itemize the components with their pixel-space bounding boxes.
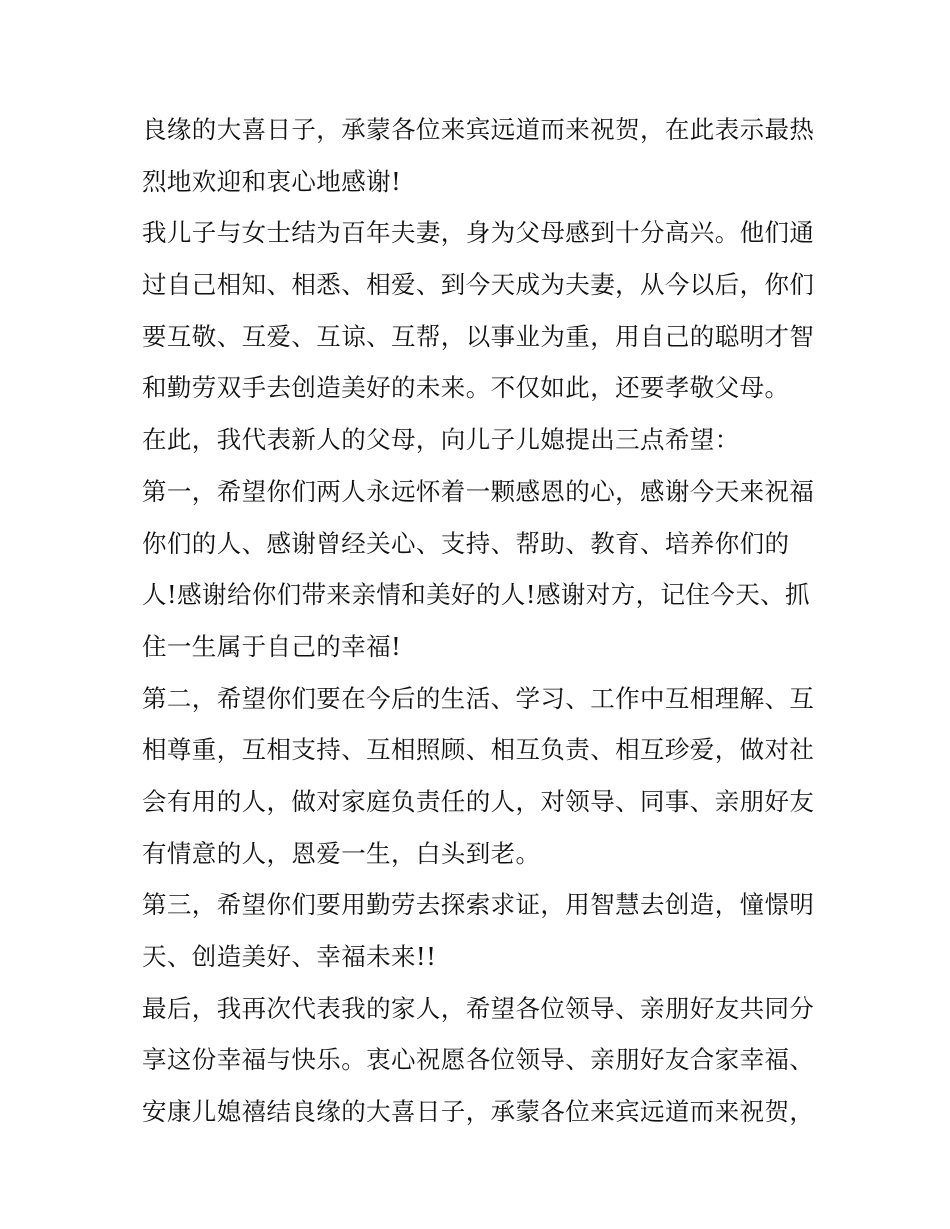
text-line: 相尊重，互相支持、互相照顾、相互负责、相互珍爱，做对社	[142, 735, 815, 765]
text-line: 人!感谢给你们带来亲情和美好的人!感谢对方，记住今天、抓	[142, 580, 810, 610]
text-line: 第三，希望你们要用勤劳去探索求证，用智慧去创造，憧憬明	[142, 890, 815, 920]
text-line: 我儿子与女士结为百年夫妻，身为父母感到十分高兴。他们通	[142, 218, 815, 248]
text-line: 天、创造美好、幸福未来!!	[142, 942, 437, 971]
text-line: 会有用的人，做对家庭负责任的人，对领导、同事、亲朋好友	[142, 786, 815, 816]
text-line: 过自己相知、相悉、相爱、到今天成为夫妻，从今以后，你们	[142, 270, 815, 300]
text-line: 良缘的大喜日子，承蒙各位来宾远道而来祝贺，在此表示最热	[142, 115, 815, 144]
text-line: 烈地欢迎和衷心地感谢!	[142, 166, 402, 196]
text-line: 享这份幸福与快乐。衷心祝愿各位领导、亲朋好友合家幸福、	[142, 1045, 815, 1075]
text-line: 你们的人、感谢曾经关心、支持、帮助、教育、培养你们的	[142, 528, 790, 558]
text-line: 第一，希望你们两人永远怀着一颗感恩的心，感谢今天来祝福	[142, 476, 815, 506]
text-line: 第二，希望你们要在今后的生活、学习、工作中互相理解、互	[142, 683, 815, 713]
text-line: 要互敬、互爱、互谅、互帮，以事业为重，用自己的聪明才智	[142, 321, 815, 351]
text-line: 有情意的人，恩爱一生，白头到老。	[142, 838, 541, 868]
text-line: 最后，我再次代表我的家人，希望各位领导、亲朋好友共同分	[142, 993, 815, 1023]
document-body	[142, 104, 822, 1138]
text-line: 在此，我代表新人的父母，向儿子儿媳提出三点希望：	[142, 425, 740, 455]
text-line: 安康儿媳禧结良缘的大喜日子，承蒙各位来宾远道而来祝贺，	[142, 1097, 815, 1127]
text-line: 住一生属于自己的幸福!	[142, 631, 402, 661]
text-line: 和勤劳双手去创造美好的未来。不仅如此，还要孝敬父母。	[142, 373, 790, 403]
